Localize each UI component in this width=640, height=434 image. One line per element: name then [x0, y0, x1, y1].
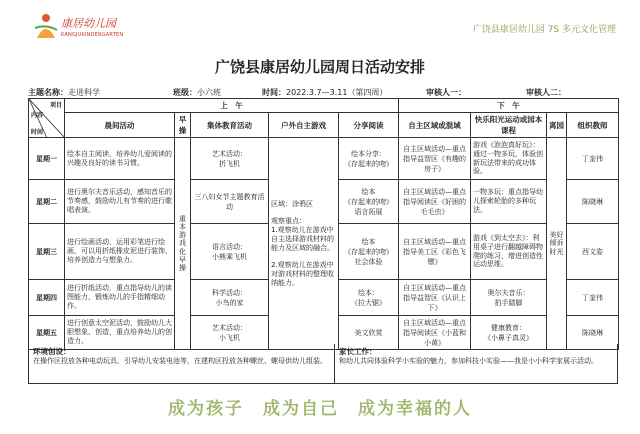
time-field: 时间：2022.3.7—3.11（第四周） — [262, 88, 388, 97]
teacher-cell: 陈晓琳 — [567, 180, 619, 224]
col-morning: 晨间活动 — [65, 113, 175, 138]
footer-notes — [28, 344, 618, 384]
environment-label: 环境创设： — [33, 347, 71, 356]
area-cell: 自主区域活动—重点指导益智区《认识上下》 — [399, 280, 471, 316]
parent-work-text: 和幼儿共同体验科学小实验的魅力，参加科技小实验——我是小小科学家展示活动。 — [339, 357, 598, 366]
happy-cell: 健康教育： 《小鼻子真灵》 — [471, 316, 547, 350]
happy-cell: 游戏《泡泡真好玩》：通过一物多玩，体验创新玩法带来的成功体验。 — [471, 138, 547, 180]
area-cell: 自主区域活动—重点指导益智区《有趣的房子》 — [399, 138, 471, 180]
morning-cell: 进行创意太空泥活动，鼓励幼儿大胆想象、创造，重点培养幼儿的创造力。 — [65, 316, 175, 350]
area-cell: 自主区域活动—重点指导阅读区《小蓝和小黄》 — [399, 316, 471, 350]
day-label: 星期一 — [29, 138, 65, 180]
class-field: 班级：小六班 — [173, 88, 221, 97]
logo-sub-text: KANGJUKINDERGARTEN — [61, 32, 124, 38]
schedule-table — [28, 98, 619, 350]
col-teacher: 组织教师 — [567, 113, 619, 138]
day-label: 星期三 — [29, 224, 65, 280]
happy-cell: 一物多玩：重点指导幼儿探索轮胎的多种玩法。 — [471, 180, 547, 224]
col-snack: 早操 — [175, 113, 191, 138]
snack-cell: 重本游戏化早操 — [175, 138, 191, 350]
reviewer2-field: 审核人二： — [526, 88, 566, 97]
share-cell: 美文欣赏 — [339, 316, 399, 350]
parent-work-section — [335, 344, 619, 383]
col-share: 分享阅读 — [339, 113, 399, 138]
col-area: 自主区域或混域 — [399, 113, 471, 138]
day-label: 星期二 — [29, 180, 65, 224]
share-cell: 绘本分享： 《存起来的吻》 — [339, 138, 399, 180]
environment-section — [29, 344, 335, 383]
col-leave: 离园 — [547, 113, 567, 138]
logo — [33, 12, 143, 48]
day-label: 星期四 — [29, 280, 65, 316]
am-header: 上 午 — [65, 99, 399, 113]
parent-work-label: 家长工作： — [339, 347, 377, 356]
logo-brand-text: 康居幼儿园 — [61, 17, 116, 30]
table-row-mon — [29, 138, 619, 180]
corner-content-label: 内容 — [31, 112, 44, 119]
reviewer1-field: 审核人一： — [426, 88, 466, 97]
group-cell: 艺术活动： 折飞机 — [191, 138, 269, 180]
corner-cell — [29, 99, 65, 138]
col-happy: 快乐阳光运动或园本课程 — [471, 113, 547, 138]
area-cell: 自主区域活动—重点指导阅读区《好困的毛毛虫》 — [399, 180, 471, 224]
morning-cell: 进行折纸活动，重点指导幼儿的读图能力，锻炼幼儿的手指精细动作。 — [65, 280, 175, 316]
area-cell: 自主区域活动—重点指导美工区《彩色飞镖》 — [399, 224, 471, 280]
theme-field: 主题名称：走进科学 — [28, 88, 100, 97]
header-right-text: 广饶县康居幼儿园 7S 多元文化管理 — [472, 25, 616, 35]
corner-time-label: 时间 — [31, 129, 44, 136]
teacher-cell: 丁奎伟 — [567, 138, 619, 180]
kindergarten-logo-icon — [33, 12, 59, 40]
group-cell: 艺术活动： 小飞机 — [191, 316, 269, 350]
slogan: 成为孩子 成为自己 成为幸福的人 — [168, 399, 472, 419]
corner-item-label: 项目 — [49, 102, 62, 109]
col-outdoor: 户外自主游戏 — [269, 113, 339, 138]
teacher-cell: 陈晓琳 — [567, 316, 619, 350]
group-cell: 语言活动： 小熊乘飞机 — [191, 224, 269, 280]
day-label: 星期五 — [29, 316, 65, 350]
share-cell: 绘本 《存起来的吻》 语言拓展 — [339, 180, 399, 224]
col-group: 集体教育活动 — [191, 113, 269, 138]
page-title: 广饶县康居幼儿园周日活动安排 — [214, 58, 425, 76]
outdoor-cell: 区域：涂鸦区 观察重点： 1.观察幼儿在游戏中自主选择游戏材料的能力及区域的融合。 2.观察幼儿在游戏中对游戏材料的整理收纳能力。 — [269, 138, 339, 350]
happy-cell: 奥尔夫音乐： 拍手踏脚 — [471, 280, 547, 316]
teacher-cell: 丁奎伟 — [567, 280, 619, 316]
group-cell: 科学活动： 小鸟的家 — [191, 280, 269, 316]
happy-cell: 游戏《到太空去》：利用桌子进行翻越障碍物爬的练习，增进创造性运动思维。 — [471, 224, 547, 280]
morning-cell: 进行奥尔夫音乐活动，感知音乐的节奏感，鼓励幼儿有节奏的进行歌唱表演。 — [65, 180, 175, 224]
group-cell: 三八妇女节主题教育活动 — [191, 180, 269, 224]
teacher-cell: 西文姿 — [567, 224, 619, 280]
environment-text: 在操作区投放各种电动玩具、引导幼儿安装电池等，在建构区投放各种螺丝、螺母供幼儿组装。 — [33, 357, 327, 366]
share-cell: 绘本： 《拉大锯》 — [339, 280, 399, 316]
pm-header: 下 午 — [399, 99, 619, 113]
share-cell: 绘本 《存起来的吻》 社会体验 — [339, 224, 399, 280]
morning-cell: 进行绘画活动，运用彩笔进行绘画，可以用折纸橡皮泥进行装饰，培养创造力与想象力。 — [65, 224, 175, 280]
morning-cell: 绘本自主阅读，培养幼儿爱阅读的兴趣及良好的读书习惯。 — [65, 138, 175, 180]
leave-cell: 美好倾诉时光 — [547, 138, 567, 350]
